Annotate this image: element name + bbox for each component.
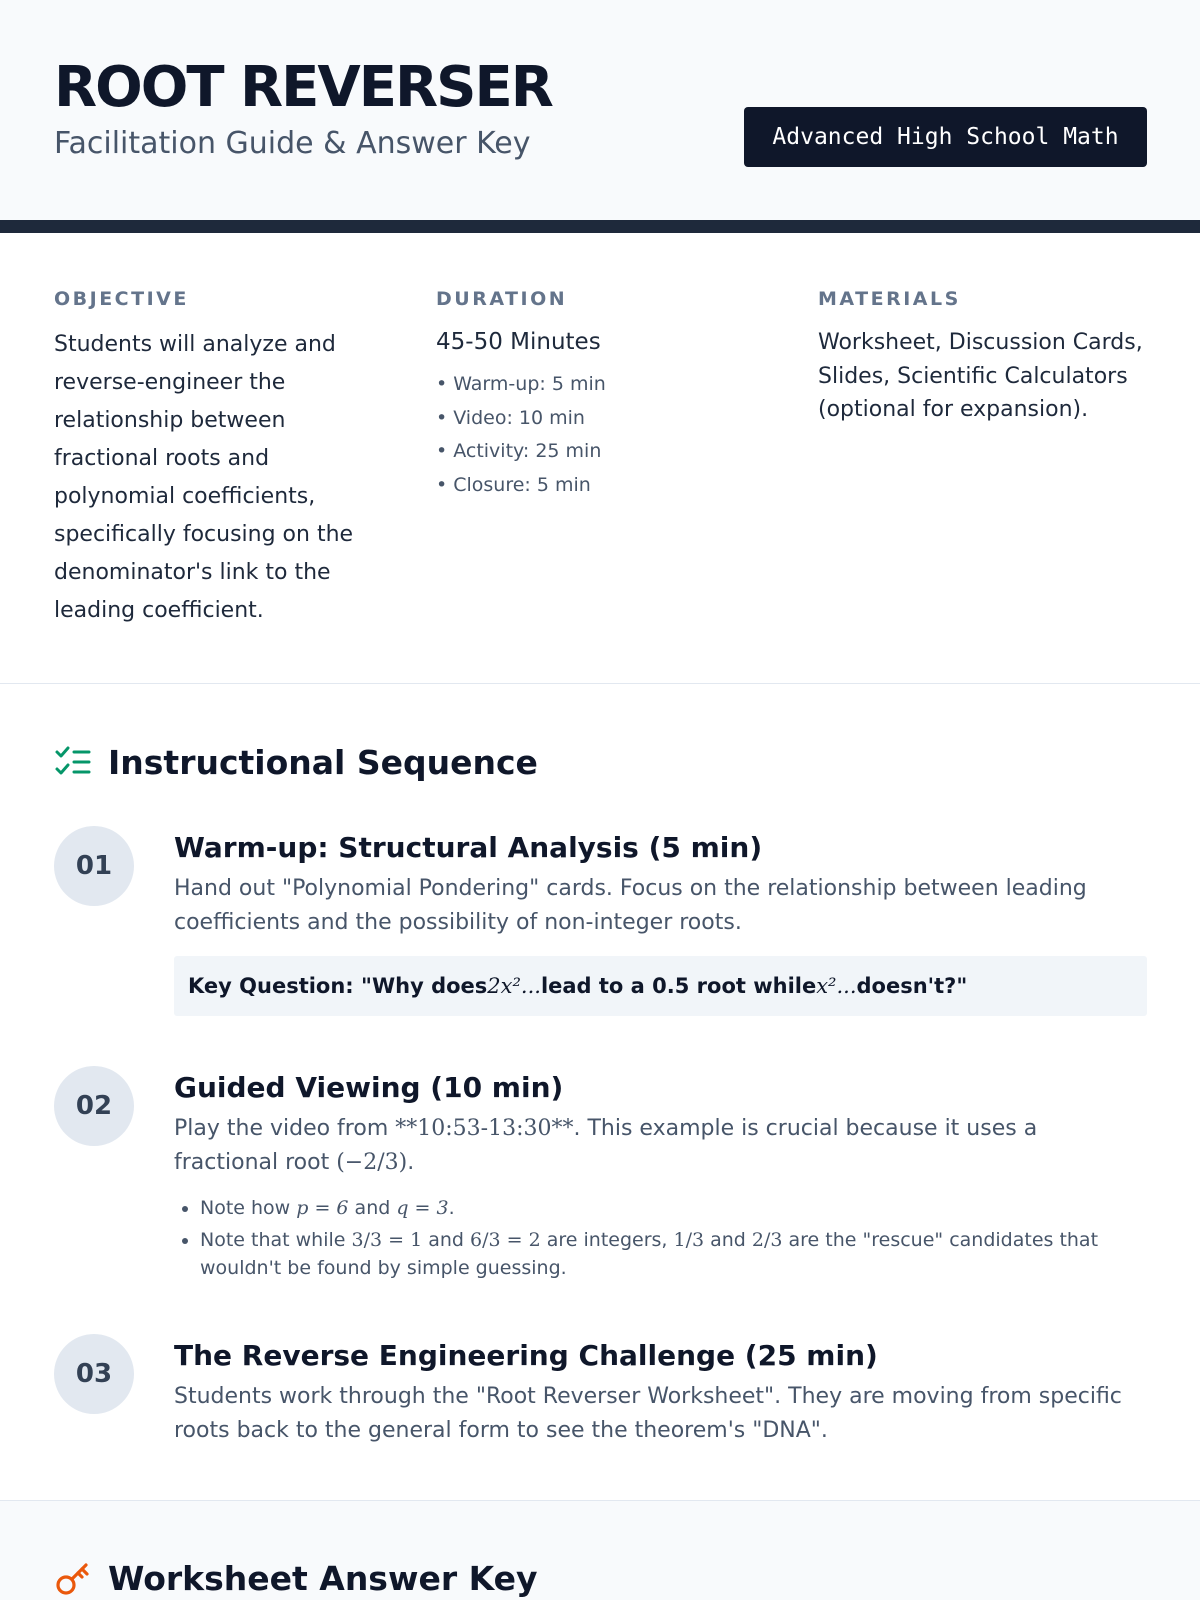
duration-label: DURATION [436,288,568,310]
video-timestamp: **10:53-13:30** [395,1116,574,1141]
section-divider [0,683,1200,684]
key-icon [54,1559,92,1597]
math-expression: 6/3 = 2 [470,1229,541,1251]
objective-label: OBJECTIVE [54,288,189,310]
step-title: Guided Viewing (10 min) [174,1071,564,1104]
math-expression: 2x²... [487,974,541,998]
materials-block [818,286,1148,427]
header [0,0,1200,220]
step-text: . [407,1150,415,1175]
step-text: . This example is crucial because it uses a fractional root [174,1116,1038,1175]
math-expression: x²... [816,974,857,998]
note-text: Note that while [200,1229,352,1251]
key-question-text: lead to a 0.5 root while [540,974,817,998]
step-text: Play the video from [174,1116,396,1141]
duration-item: • Warm-up: 5 min [436,368,766,402]
duration-item: • Closure: 5 min [436,469,766,503]
answer-key-heading [54,1558,537,1598]
step-number: 03 [54,1334,134,1414]
key-question-text: doesn't?" [856,974,968,998]
math-expression: p = 6 [296,1197,349,1219]
note-text: Note how [200,1197,297,1219]
math-expression: 3/3 = 1 [351,1229,423,1251]
duration-item: • Video: 10 min [436,402,766,436]
checklist-icon [54,743,92,781]
math-expression: 2/3 [751,1229,783,1251]
math-expression: q = 3 [396,1197,449,1219]
objective-block [54,286,384,630]
duration-item: • Activity: 25 min [436,435,766,469]
note-text: are integers, [540,1229,674,1251]
level-badge: Advanced High School Math [744,107,1147,167]
materials-text: Worksheet, Discussion Cards, Slides, Scientific Calculators (optional for expansion). [818,330,1143,422]
step-warmup [174,830,1147,1016]
step-description [174,1112,1147,1180]
step-notes [174,1194,1147,1282]
duration-total: 45-50 Minutes [436,329,601,355]
page-subtitle: Facilitation Guide & Answer Key [54,126,531,161]
objective-text: Students will analyze and reverse-engineer the relationship between fractional roots and polynomial coefficients, specifically focusing on the denominator's link to the leading coefficient. [54,332,354,623]
key-question [174,956,1147,1016]
sequence-heading [54,742,538,782]
step-guided-viewing [174,1070,1147,1286]
duration-block [436,286,766,502]
list-item [200,1194,1147,1222]
step-description: Hand out "Polynomial Pondering" cards. Focus on the relationship between leading coefficients and the possibility of non-integer roots. [174,876,1087,935]
step-number: 01 [54,826,134,906]
step-title: Warm-up: Structural Analysis (5 min) [174,831,763,864]
note-text: and [422,1229,471,1251]
step-reverse-challenge [174,1338,1147,1448]
sequence-title: Instructional Sequence [108,742,538,782]
math-expression: (−2/3) [336,1150,408,1175]
note-text: . [448,1197,455,1219]
step-description: Students work through the "Root Reverser Worksheet". They are moving from specific roots back to the general form to see the theorem's "DNA". [174,1384,1122,1443]
list-item [200,1226,1147,1282]
answer-key-title: Worksheet Answer Key [108,1558,538,1598]
step-title: The Reverse Engineering Challenge (25 min) [174,1339,878,1372]
header-divider [0,220,1200,233]
note-text: and [348,1197,397,1219]
materials-label: MATERIALS [818,288,961,310]
math-expression: 1/3 [673,1229,705,1251]
note-text: and [704,1229,752,1251]
duration-breakdown [436,368,766,502]
key-question-text: Key Question: "Why does [188,974,488,998]
step-number: 02 [54,1066,134,1146]
page-title: ROOT REVERSER [54,55,552,120]
note-text: are the "rescue" candidates that wouldn't be found by simple guessing. [200,1229,1099,1279]
